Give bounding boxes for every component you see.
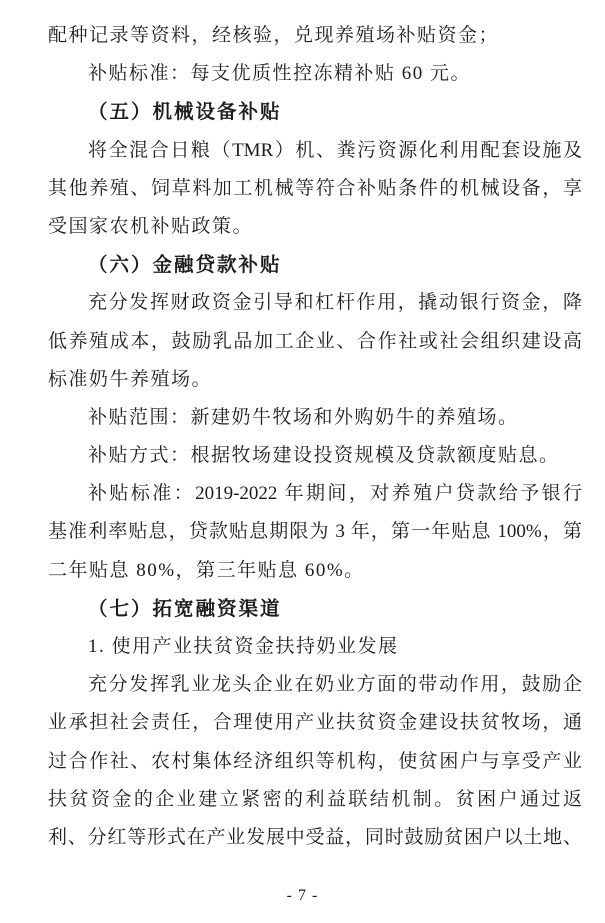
text-line: 业承担社会责任，合理使用产业扶贫资金建设扶贫牧场，通 [48, 712, 582, 734]
text-line: 补贴方式：根据牧场建设投资规模及贷款额度贴息。 [88, 445, 560, 467]
text-line: 基准利率贴息，贷款贴息期限为 3 年，第一年贴息 100%，第 [48, 521, 582, 543]
text-line: 充分发挥财政资金引导和杠杆作用，撬动银行资金，降 [88, 292, 582, 314]
text-line: 充分发挥乳业龙头企业在奶业方面的带动作用，鼓励企 [88, 674, 582, 696]
text-line: 补贴标准：2019-2022 年期间，对养殖户贷款给予银行 [88, 483, 582, 505]
text-line: 1. 使用产业扶贫资金扶持奶业发展 [88, 636, 399, 657]
section-heading: （七）拓宽融资渠道 [88, 597, 282, 620]
section-heading: （五）机械设备补贴 [88, 101, 282, 124]
text-line: 配种记录等资料，经核验，兑现养殖场补贴资金； [48, 25, 500, 46]
text-line: 补贴标准：每支优质性控冻精补贴 60 元。 [88, 63, 472, 85]
text-line: 二年贴息 80%，第三年贴息 60%。 [48, 559, 365, 581]
text-line: 补贴范围：新建奶牛牧场和外购奶牛的养殖场。 [88, 406, 519, 428]
text-line: 利、分红等形式在产业发展中受益，同时鼓励贫困户以土地、 [48, 826, 582, 848]
page-number: - 7 - [286, 887, 319, 905]
text-line: 标准奶牛养殖场。 [48, 368, 213, 390]
text-line: 受国家农机补贴政策。 [48, 215, 254, 237]
text-line: 扶贫资金的企业建立紧密的利益联结机制。贫困户通过返 [48, 788, 582, 810]
text-line: 低养殖成本，鼓励乳品加工企业、合作社或社会组织建设高 [48, 330, 582, 352]
text-line: 将全混合日粮（TMR）机、粪污资源化利用配套设施及 [88, 139, 582, 161]
section-heading: （六）金融贷款补贴 [88, 254, 282, 277]
text-line: 过合作社、农村集体经济组织等机构，使贫困户与享受产业 [48, 750, 582, 772]
text-line: 其他养殖、饲草料加工机械等符合补贴条件的机械设备，享 [48, 177, 582, 199]
